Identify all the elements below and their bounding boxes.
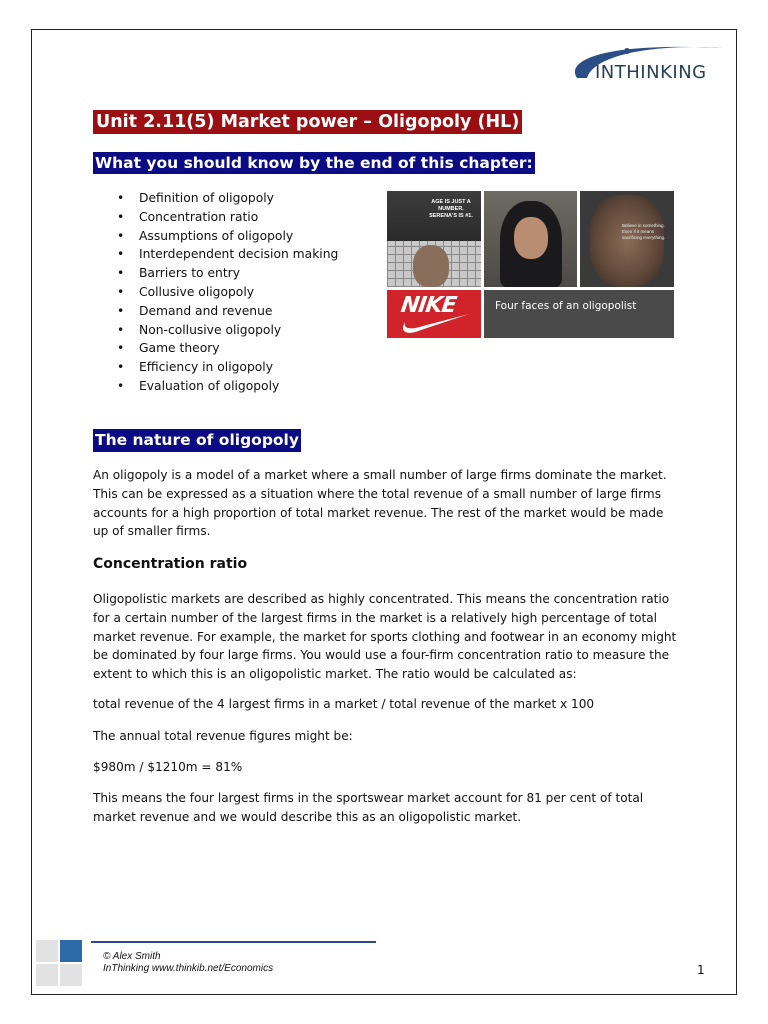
logo-text: INTHINKING — [595, 62, 707, 83]
serena-sign-photo — [387, 191, 481, 287]
footer-squares-icon — [36, 940, 84, 988]
topic-item: • Efficiency in oligopoly — [117, 358, 338, 377]
hijab-athlete-photo — [484, 191, 577, 287]
topic-item: • Definition of oligopoly — [117, 189, 338, 208]
topic-item: • Concentration ratio — [117, 208, 338, 227]
topic-item: • Interdependent decision making — [117, 245, 338, 264]
topic-list — [117, 189, 338, 396]
section-heading: The nature of oligopoly — [93, 429, 301, 452]
nike-wordmark: NIKE — [399, 293, 458, 318]
image-caption: Four faces of an oligopolist — [495, 300, 637, 312]
poster-face — [590, 195, 664, 287]
footer-credit — [103, 951, 273, 975]
concentration-ratio-heading: Concentration ratio — [93, 556, 248, 572]
revenue-intro-text: The annual total revenue figures might be: — [93, 729, 353, 743]
conclusion-paragraph: This means the four largest firms in the sportswear market account for 81 per cent of total market revenue and we would describe this as an oligopolistic market. — [93, 791, 644, 824]
sign-text: AGE IS JUST A NUMBER. SERENA'S IS #1. — [429, 199, 473, 219]
nike-ad-collage — [387, 191, 674, 338]
chapter-title: Unit 2.11(5) Market power – Oligopoly (HL) — [93, 110, 522, 134]
kaepernick-poster-photo — [580, 191, 674, 287]
nike-logo-tile — [387, 290, 481, 338]
caption-tile — [484, 290, 674, 338]
footer-rule — [91, 941, 376, 943]
topic-item: • Non-collusive oligopoly — [117, 321, 338, 340]
concentration-paragraph: Oligopolistic markets are described as highly concentrated. This means the concentration ratio for a certain number of the largest firms in the market is a relatively high percentage of total market revenue. For example, the market for sports clothing and footwear in an economy might be dominated by four large firms. You would use a four-firm concentration ratio to measure the extent to which this is an oligopolistic market. The ratio would be calculated as: — [93, 592, 677, 682]
topic-item: • Evaluation of oligopoly — [117, 377, 338, 396]
calculation-text: $980m / $1210m = 81% — [93, 760, 243, 774]
footer-site: InThinking www.thinkib.net/Economics — [103, 963, 274, 974]
topic-item: • Collusive oligopoly — [117, 283, 338, 302]
boy-face — [413, 245, 449, 287]
athlete-face — [514, 217, 548, 259]
swoosh-icon — [397, 314, 471, 336]
page-number: 1 — [697, 963, 705, 977]
topic-item: • Demand and revenue — [117, 302, 338, 321]
poster-text: Believe in something. Even if it means sacrificing everything. — [622, 223, 666, 240]
topic-item: • Barriers to entry — [117, 264, 338, 283]
topic-item: • Assumptions of oligopoly — [117, 227, 338, 246]
footer-copyright: © Alex Smith — [103, 951, 161, 962]
learning-objectives-heading: What you should know by the end of this chapter: — [95, 154, 533, 172]
intro-paragraph: An oligopoly is a model of a market where a small number of large firms dominate the market. This can be expressed as a situation where the total revenue of a small number of large firms accounts for a high proportion of total market revenue. The rest of the market would be made up of smaller firms. — [93, 468, 667, 539]
topic-item: • Game theory — [117, 339, 338, 358]
formula-text: total revenue of the 4 largest firms in a market / total revenue of the market x 100 — [93, 697, 595, 711]
